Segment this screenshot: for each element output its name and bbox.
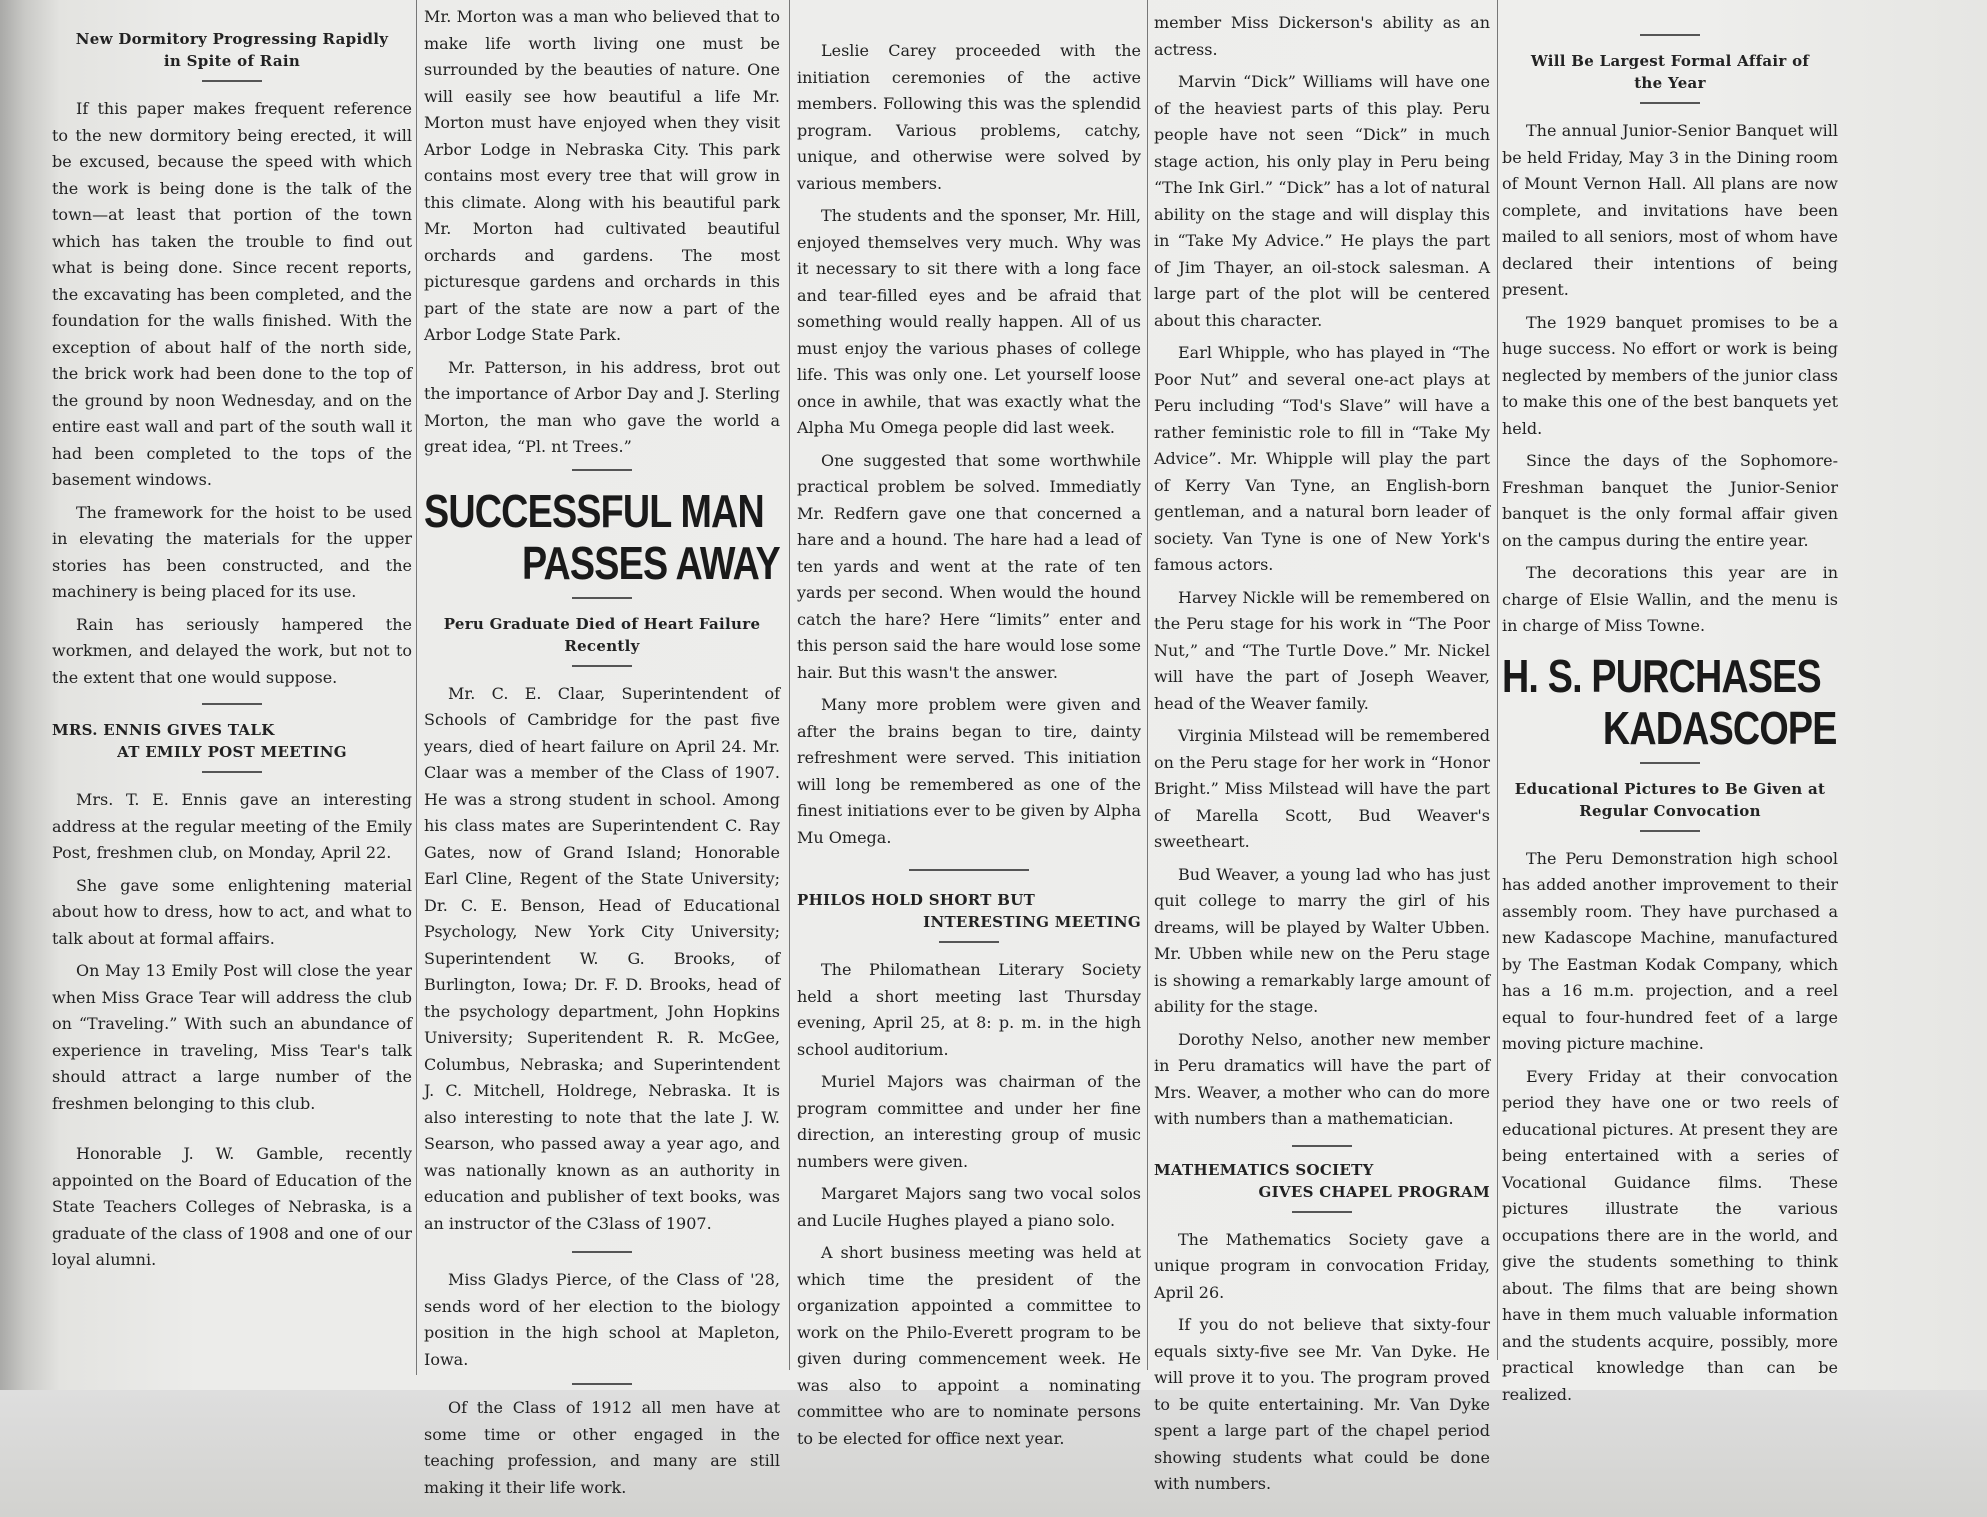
article-paragraph: Of the Class of 1912 all men have at some time or other engaged in the teaching profession, and many are still making it their life work. [424, 1398, 780, 1497]
headline-line: MATHEMATICS SOCIETY [1154, 1160, 1374, 1179]
article-paragraph: The 1929 banquet promises to be a huge success. No effort or work is being neglected by members of the junior class to make this one of the best banquets yet held. [1502, 312, 1838, 438]
article-paragraph: Earl Whipple, who has played in “The Poor Nut” and several one-act plays at Peru including “Tod's Slave” will have a rather feministic role to fill in “Take My Advice”. Mr. Whipple will play the part of Kerry Van Tyne, an English-born gentleman, and a natural born leader of society. Van Tyne is one of New York's famous actors. [1154, 343, 1490, 574]
article-paragraph: Since the days of the Sophomore-Freshman banquet the Junior-Senior banquet is the only formal affair given on the campus during the entire year. [1502, 451, 1838, 550]
divider [1640, 762, 1700, 764]
headline-line: MRS. ENNIS GIVES TALK [52, 721, 275, 739]
divider [909, 869, 1029, 871]
column-5 [1502, 34, 1838, 1404]
headline-line: H. S. PURCHASES [1502, 649, 1821, 702]
article-paragraph: On May 13 Emily Post will close the year when Miss Grace Tear will address the club on “Traveling.” With such an abundance of experience in traveling, Miss Tear's talk should attract a large number of the freshmen belonging to this club. [52, 961, 412, 1113]
headline-kadascope [1502, 650, 1837, 754]
divider [1640, 102, 1700, 104]
column-rule [1497, 0, 1498, 1360]
article-paragraph: Bud Weaver, a young lad who has just quit college to marry the girl of his dreams, will be played by Walter Ubben. Mr. Ubben while new on the Peru stage is showing a remarkably large amount of ability for the stage. [1154, 864, 1490, 1016]
divider [1292, 1211, 1352, 1213]
subheadline-line: Regular Convocation [1579, 801, 1761, 820]
divider [572, 665, 632, 667]
column-rule [1147, 0, 1148, 1370]
article-paragraph: A short business meeting was held at which time the president of the organization appointed a committee to work on the Philo-Everett program to be given during commencement week. He was also to appoint a nominating committee who are to nominate persons to be elected for office next year. [797, 1243, 1141, 1448]
article-paragraph: The Peru Demonstration high school has added another improvement to their assembly room. They have purchased a new Kadascope Machine, manufactured by The Eastman Kodak Company, which has a 16 m.m. projection, and a reel equal to four-hundred feet of a large moving picture machine. [1502, 848, 1838, 1053]
headline-line: New Dormitory Progressing Rapidly [75, 30, 389, 48]
divider [202, 771, 262, 773]
headline-line: KADASCOPE [1602, 701, 1837, 754]
divider [1292, 1145, 1352, 1147]
article-paragraph: Virginia Milstead will be remembered on the Peru stage for her work in “Honor Bright.” Miss Milstead will have the part of Marella Scott, Bud Weaver's sweetheart. [1154, 726, 1490, 851]
divider [939, 941, 999, 943]
headline-mathematics [1154, 1159, 1490, 1203]
article-paragraph: Mr. Morton was a man who believed that to make life worth living one must be surrounded by the beauties of nature. One will easily see how beautiful a life Mr. Morton must have enjoyed when they visit Arbor Lodge in Nebraska City. This park contains most every tree that will grow in this climate. Along with his beautiful park Mr. Morton had cultivated beautiful orchards and gardens. The most picturesque gardens and orchards in this part of the state are now a part of the Arbor Lodge State Park. [424, 7, 780, 344]
article-paragraph: Mr. C. E. Claar, Superintendent of Schools of Cambridge for the past five years, died of heart failure on April 24. Mr. Claar was a member of the Class of 1907. He was a strong student in school. Among his class mates are Superintendent C. Ray Gates, now of Grand Island; Honorable Earl Cline, Regent of the State University; Dr. C. E. Benson, Head of Educational Psychology, New York City University; Superintendent W. G. Brooks, of Burlington, Iowa; Dr. F. D. Brooks, head of the psychology department, John Hopkins University; Superitendent R. R. McGee, Columbus, Nebraska; and Superintendent J. C. Mitchell, Holdrege, Nebraska. It is also interesting to note that the late J. W. Searson, who passed away a year ago, and was nationally known as an authority in education and publisher of text books, was an instructor of the C3lass of 1907. [424, 683, 780, 1233]
article-paragraph: The Mathematics Society gave a unique program in convocation Friday, April 26. [1154, 1229, 1490, 1302]
subheadline-line: Will Be Largest Formal Affair of [1530, 52, 1810, 70]
headline-line: PASSES AWAY [521, 536, 780, 589]
column-rule [416, 0, 417, 1375]
article-paragraph: Every Friday at their convocation period they have one or two reels of educational pictures. At present they are being entertained with a series of Vocational Guidance films. These pictures illustrate the various occupations there are in the world, and give the students something to think about. The films that are being shown have in them much valuable information and the students acquire, possibly, more practical knowledge than can be realized. [1502, 1066, 1838, 1404]
article-paragraph: Dorothy Nelso, another new member in Peru dramatics will have the part of Mrs. Weaver, a mother who can do more with numbers than a mathematician. [1154, 1029, 1490, 1128]
column-4 [1154, 10, 1490, 1493]
article-paragraph: Marvin “Dick” Williams will have one of the heaviest parts of this play. Peru people have not seen “Dick” in much stage action, his only play in Peru being “The Ink Girl.” “Dick” has a lot of natural ability on the stage and will display this in “Take My Advice.” He plays the part of Jim Thayer, an oil-stock salesman. A large part of the plot will be centered about this character. [1154, 72, 1490, 330]
subheadline-line: Peru Graduate Died of Heart Failure [443, 614, 761, 633]
column-rule [789, 0, 790, 1370]
article-paragraph: If you do not believe that sixty-four equals sixty-five see Mr. Van Dyke. He will prove it to you. The program proved to be quite entertaining. Mr. Van Dyke spent a large part of the chapel period showing students what could be done with numbers. [1154, 1315, 1490, 1493]
subheadline-line: Recently [564, 636, 640, 655]
subheadline-claar [424, 613, 780, 657]
article-paragraph: member Miss Dickerson's ability as an actress. [1154, 13, 1490, 59]
article-paragraph: Harvey Nickle will be remembered on the Peru stage for his work in “The Poor Nut,” and “The Turtle Dove.” Mr. Nickel will have the part of Joseph Weaver, head of the Weaver family. [1154, 587, 1490, 713]
divider [1640, 34, 1700, 36]
article-paragraph: The decorations this year are in charge of Elsie Wallin, and the menu is in charge of Miss Towne. [1502, 563, 1838, 635]
article-paragraph: Leslie Carey proceeded with the initiation ceremonies of the active members. Following this was the splendid program. Various problems, catchy, unique, and otherwise were solved by various members. [797, 41, 1141, 193]
subheadline-kadascope [1502, 778, 1838, 822]
divider [572, 1251, 632, 1253]
column-1 [52, 22, 412, 1412]
article-paragraph: The students and the sponser, Mr. Hill, enjoyed themselves very much. Why was it necessary to sit there with a long face and tear-filled eyes and be afraid that something would really happen. All of us must enjoy the various phases of college life. This was only one. Let yourself loose once in awhile, that was exactly what the Alpha Mu Omega people did last week. [797, 206, 1141, 437]
article-paragraph: Rain has seriously hampered the workmen, and delayed the work, but not to the extent that one would suppose. [52, 614, 412, 687]
headline-line: GIVES CHAPEL PROGRAM [1258, 1182, 1490, 1201]
subheadline-line: the Year [1634, 74, 1706, 92]
article-paragraph: The annual Junior-Senior Banquet will be held Friday, May 3 in the Dining room of Mount Vernon Hall. All plans are now complete, and invitations have been mailed to all seniors, most of whom have declared their intentions of being present. [1502, 121, 1838, 299]
subheadline-banquet [1502, 50, 1838, 94]
article-paragraph: The Philomathean Literary Society held a short meeting last Thursday evening, April 25, at 8: p. m. in the high school auditorium. [797, 960, 1141, 1059]
headline-line: in Spite of Rain [163, 52, 301, 70]
headline-dormitory [52, 28, 412, 72]
divider [1640, 830, 1700, 832]
spacer [52, 1123, 412, 1141]
column-3 [797, 38, 1141, 1448]
article-paragraph: Margaret Majors sang two vocal solos and Lucile Hughes played a piano solo. [797, 1184, 1141, 1230]
article-paragraph: Honorable J. W. Gamble, recently appointed on the Board of Education of the State Teachers Colleges of Nebraska, is a graduate of the class of 1908 and one of our loyal alumni. [52, 1144, 412, 1269]
subheadline-line: Educational Pictures to Be Given at [1514, 779, 1826, 798]
article-paragraph: The framework for the hoist to be used in elevating the materials for the upper stories has been constructed, and the machinery is being placed for its use. [52, 502, 412, 601]
headline-ennis [52, 719, 412, 763]
article-paragraph: Mr. Patterson, in his address, brot out the importance of Arbor Day and J. Sterling Morton, the man who gave the world a great idea, “Pl. nt Trees.” [424, 357, 780, 456]
headline-line: SUCCESSFUL MAN [424, 484, 764, 537]
article-paragraph: Miss Gladys Pierce, of the Class of '28, sends word of her election to the biology position in the high school at Mapleton, Iowa. [424, 1270, 780, 1369]
headline-successful-man [424, 485, 780, 589]
article-paragraph: If this paper makes frequent reference to the new dormitory being erected, it will be excused, because the speed with which the work is being done is the talk of the town—at least that portion of the town which has taken the trouble to find out what is being done. Since recent reports, the excavating has been completed, and the foundation for the walls finished. With the exception of about half of the north side, the brick work had been done to the top of the ground by noon Wednesday, and on the entire east wall and part of the south wall it had been completed to the tops of the basement windows. [52, 99, 412, 489]
headline-line: PHILOS HOLD SHORT BUT [797, 891, 1036, 909]
column-2 [424, 4, 780, 1497]
article-paragraph: Mrs. T. E. Ennis gave an interesting address at the regular meeting of the Emily Post, freshmen club, on Monday, April 22. [52, 790, 412, 862]
article-paragraph: She gave some enlightening material about how to dress, how to act, and what to talk about at formal affairs. [52, 875, 412, 948]
divider [572, 597, 632, 599]
article-paragraph: Muriel Majors was chairman of the program committee and under her fine direction, an interesting group of music numbers were given. [797, 1072, 1141, 1171]
headline-philos [797, 889, 1141, 933]
headline-line: AT EMILY POST MEETING [117, 743, 347, 761]
divider [572, 1383, 632, 1385]
divider [572, 469, 632, 471]
divider [202, 703, 262, 705]
headline-line: INTERESTING MEETING [923, 913, 1141, 931]
article-paragraph: One suggested that some worthwhile practical problem be solved. Immediatly Mr. Redfern gave one that concerned a hare and a hound. The hare had a lead of ten yards and went at the rate of ten yards per second. When would the hound catch the hare? Here “limits” enter and this person said the hare would lose some hair. But this wasn't the answer. [797, 450, 1141, 682]
article-paragraph: Many more problem were given and after the brains began to tire, dainty refreshment were served. This initiation will long be remembered as one of the finest initiations ever to be given by Alpha Mu Omega. [797, 695, 1141, 847]
divider [202, 80, 262, 82]
